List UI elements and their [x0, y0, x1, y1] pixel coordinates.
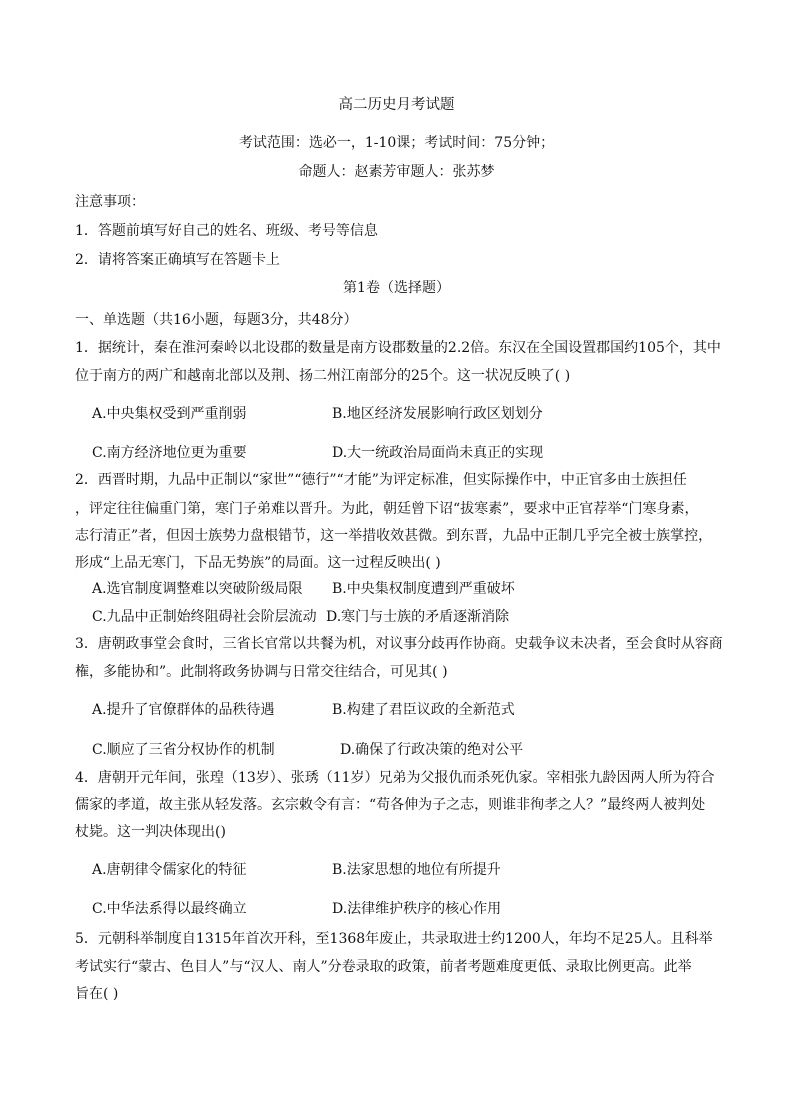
question-2-line-2: ，评定往往偏重门第，寒门子弟难以晋升。为此，朝廷曾下诏“拔寒素”，要求中正官荐举“门寒身素，: [75, 501, 699, 517]
question-4-line-1: 4．唐朝开元年间，张瑝（13岁）、张琇（11岁）兄弟为父报仇而杀死仇家。宰相张九龄因两人所为符合: [75, 770, 715, 786]
question-3-option-b: B.构建了君臣议政的全新范式: [332, 702, 515, 718]
question-1-option-c: C.南方经济地位更为重要: [92, 445, 247, 461]
question-3-line-2: 権，多能协和”。此制将政务协调与日常交往结合，可见其( ): [75, 664, 448, 680]
question-4-option-c: C.中华法系得以最终确立: [92, 901, 247, 917]
question-1-option-a: A.中央集权受到严重削弱: [92, 406, 247, 422]
exam-title: 高二历史月考试题: [338, 97, 455, 113]
question-1-option-d: D.大一统政治局面尚未真正的实现: [332, 445, 544, 461]
question-1-line-1: 1．据统计，秦在淮河秦岭以北设郡的数量是南方设郡数量的2.2倍。东汉在全国设置郡国约105个，其中: [75, 340, 721, 356]
question-4-line-2: 儒家的孝道，故主张从轻发落。玄宗敕令有言：“苟各伸为子之志，则谁非徇孝之人？”最终两人被判处: [75, 797, 706, 813]
question-3-option-d: D.确保了行政决策的绝对公平: [340, 742, 524, 758]
question-2-option-d: D.寒门与士族的矛盾逐渐消除: [326, 609, 510, 625]
question-2-option-b: B.中央集权制度遭到严重破坏: [332, 581, 515, 597]
question-4-line-3: 杖毙。这一判决体现出(): [75, 824, 226, 840]
question-3-option-a: A.提升了官僚群体的品秩待遇: [92, 702, 275, 718]
question-4-option-a: A.唐朝律令儒家化的特征: [92, 862, 247, 878]
exam-scope: 考试范围：选必一，1-10课；考试时间：75分钟；: [238, 135, 555, 151]
question-1-option-b: B.地区经济发展影响行政区划划分: [332, 406, 543, 422]
section-heading: 一、单选题（共16小题，每题3分，共48分）: [75, 312, 358, 328]
question-2-line-1: 2．西晋时期，九品中正制以“家世”“德行”“才能”为评定标准，但实际操作中，中正官多由士族担任: [75, 472, 687, 488]
volume-heading: 第1卷（选择题）: [343, 280, 450, 296]
question-4-option-b: B.法家思想的地位有所提升: [332, 862, 501, 878]
question-2-line-3: 志行清正”者，但因士族势力盘根错节，这一举措收效甚微。到东晋，九品中正制几乎完全被士族掌控，: [75, 528, 713, 544]
question-3-option-c: C.顺应了三省分权协作的机制: [92, 742, 275, 758]
question-5-line-1: 5．元朝科举制度自1315年首次开科，至1368年废止，共录取进士约1200人，年均不足25人。且科举: [75, 931, 713, 947]
exam-authors: 命题人：赵素芳审题人：张苏梦: [298, 164, 495, 180]
question-4-option-d: D.法律维护秩序的核心作用: [332, 901, 502, 917]
notes-heading: 注意事项：: [75, 194, 145, 210]
question-2-option-c: C.九品中正制始终阻碍社会阶层流动: [92, 609, 317, 625]
question-3-line-1: 3．唐朝政事堂会食时，三省长官常以共餐为机，对议事分歧再作协商。史载争议未决者，至会食时从容商: [75, 636, 723, 652]
question-5-line-3: 旨在( ): [75, 986, 119, 1002]
question-2-option-a: A.选官制度调整难以突破阶级局限: [92, 581, 303, 597]
question-5-line-2: 考试实行“蒙古、色目人”与“汉人、南人”分卷录取的政策，前者考题难度更低、录取比例更高。此举: [75, 959, 692, 975]
question-1-line-2: 位于南方的两广和越南北部以及荆、扬二州江南部分的25个。这一状况反映了( ): [75, 368, 571, 384]
note-item-1: 1．答题前填写好自己的姓名、班级、考号等信息: [75, 223, 378, 239]
note-item-2: 2．请将答案正确填写在答题卡上: [75, 252, 280, 268]
question-2-line-4: 形成“上品无寒门，下品无势族”的局面。这一过程反映出( ): [75, 555, 441, 571]
